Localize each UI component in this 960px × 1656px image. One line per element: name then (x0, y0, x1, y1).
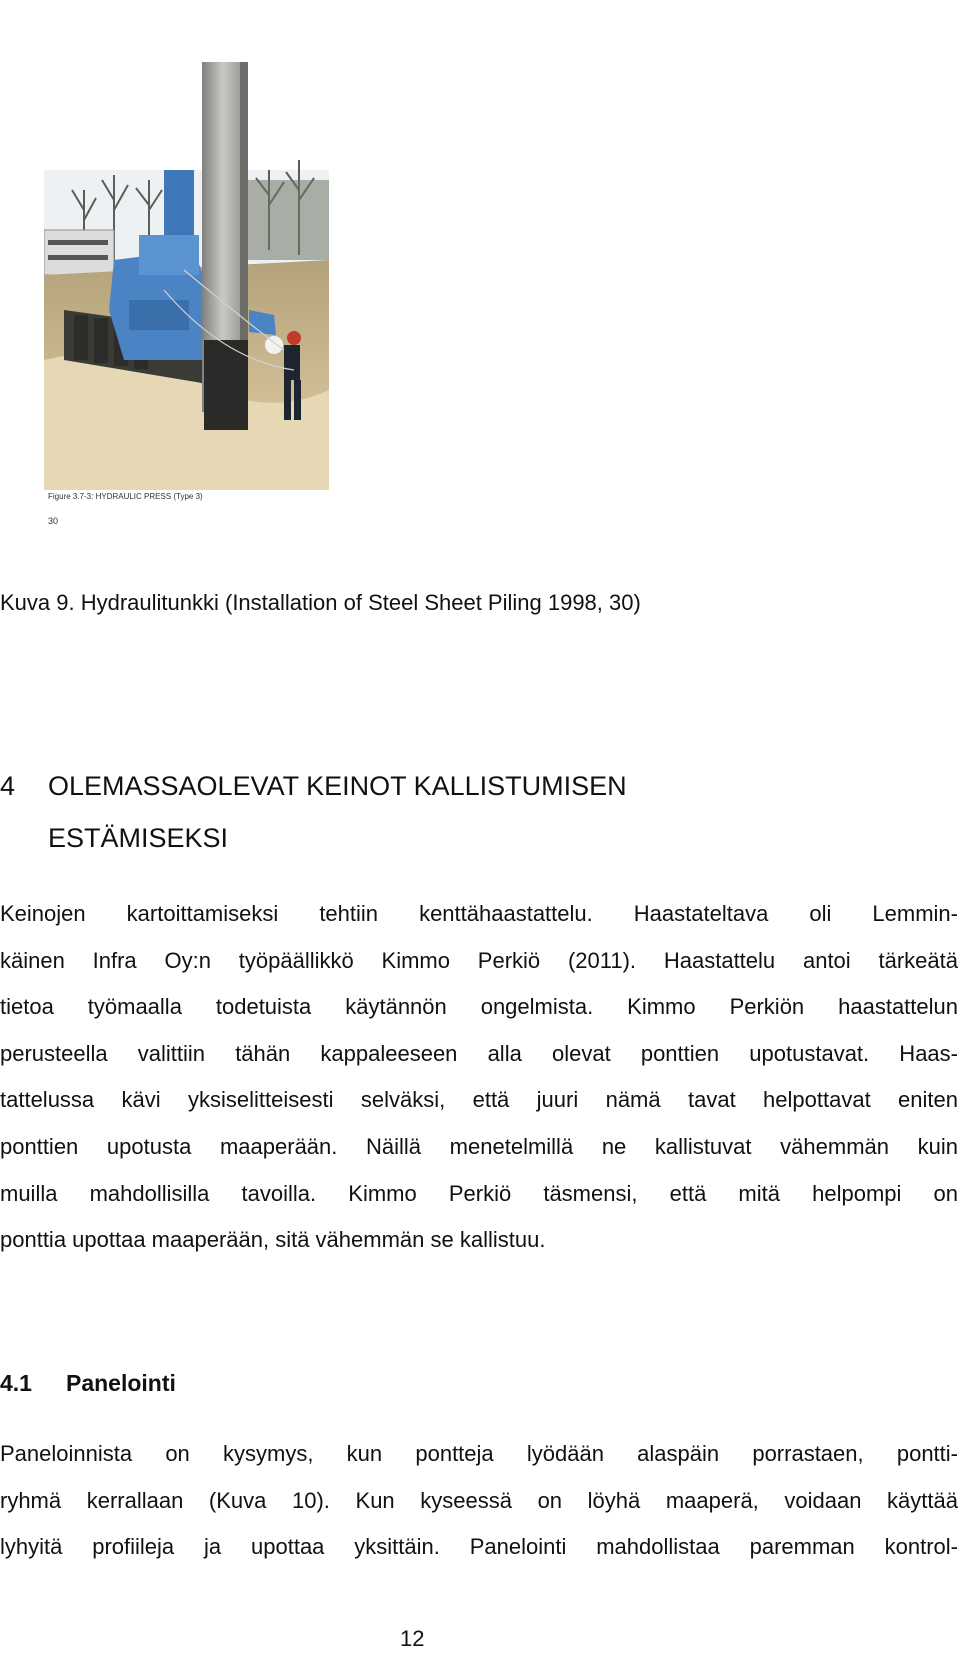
page-number: 12 (400, 1626, 425, 1651)
subsection-title: Panelointi (66, 1370, 176, 1396)
section-paragraph (0, 891, 958, 1264)
paragraph-line: lyhyitä profiileja ja upottaa yksittäin. Panelointi mahdollistaa paremman kontrol- (0, 1534, 958, 1560)
section-title: OLEMASSAOLEVAT KEINOT KALLISTUMISEN ESTÄMISEKSI (48, 771, 627, 853)
hydraulic-press-illustration (44, 60, 344, 490)
paragraph-line: käinen Infra Oy:n työpäällikkö Kimmo Perkiö (2011). Haastattelu antoi tärkeätä (0, 947, 958, 973)
figure-photo (44, 60, 344, 490)
paragraph-line: ponttien upotusta maaperään. Näillä menetelmillä ne kallistuvat vähemmän kuin (0, 1133, 958, 1159)
paragraph-line: tattelussa kävi yksiselitteisesti selväksi, että juuri nämä tavat helpottavat eniten (0, 1087, 958, 1113)
section-number: 4 (0, 771, 16, 801)
figure-caption: Kuva 9. Hydraulitunkki (Installation of Steel Sheet Piling 1998, 30) (0, 590, 641, 615)
paragraph-line: Keinojen kartoittamiseksi tehtiin kenttähaastattelu. Haastateltava oli Lemmin- (0, 901, 958, 926)
subsection-number: 4.1 (0, 1370, 32, 1396)
paragraph-line: ryhmä kerrallaan (Kuva 10). Kun kyseessä on löyhä maaperä, voidaan käyttää (0, 1487, 958, 1513)
figure-inner-caption: Figure 3.7-3: HYDRAULIC PRESS (Type 3) (48, 492, 203, 501)
paragraph-line: perusteella valittiin tähän kappaleeseen alla olevat ponttien upotustavat. Haas- (0, 1040, 958, 1066)
figure-inner-page-number: 30 (48, 516, 59, 526)
subsection-paragraph (0, 1431, 958, 1571)
paragraph-line: Paneloinnista on kysymys, kun pontteja lyödään alaspäin porrastaen, pontti- (0, 1441, 958, 1466)
paragraph-line: ponttia upottaa maaperään, sitä vähemmän se kallistuu. (0, 1227, 546, 1253)
paragraph-line: muilla mahdollisilla tavoilla. Kimmo Perkiö täsmensi, että mitä helpompi on (0, 1180, 958, 1206)
paragraph-line: tietoa työmaalla todetuista käytännön ongelmista. Kimmo Perkiön haastattelun (0, 994, 958, 1020)
